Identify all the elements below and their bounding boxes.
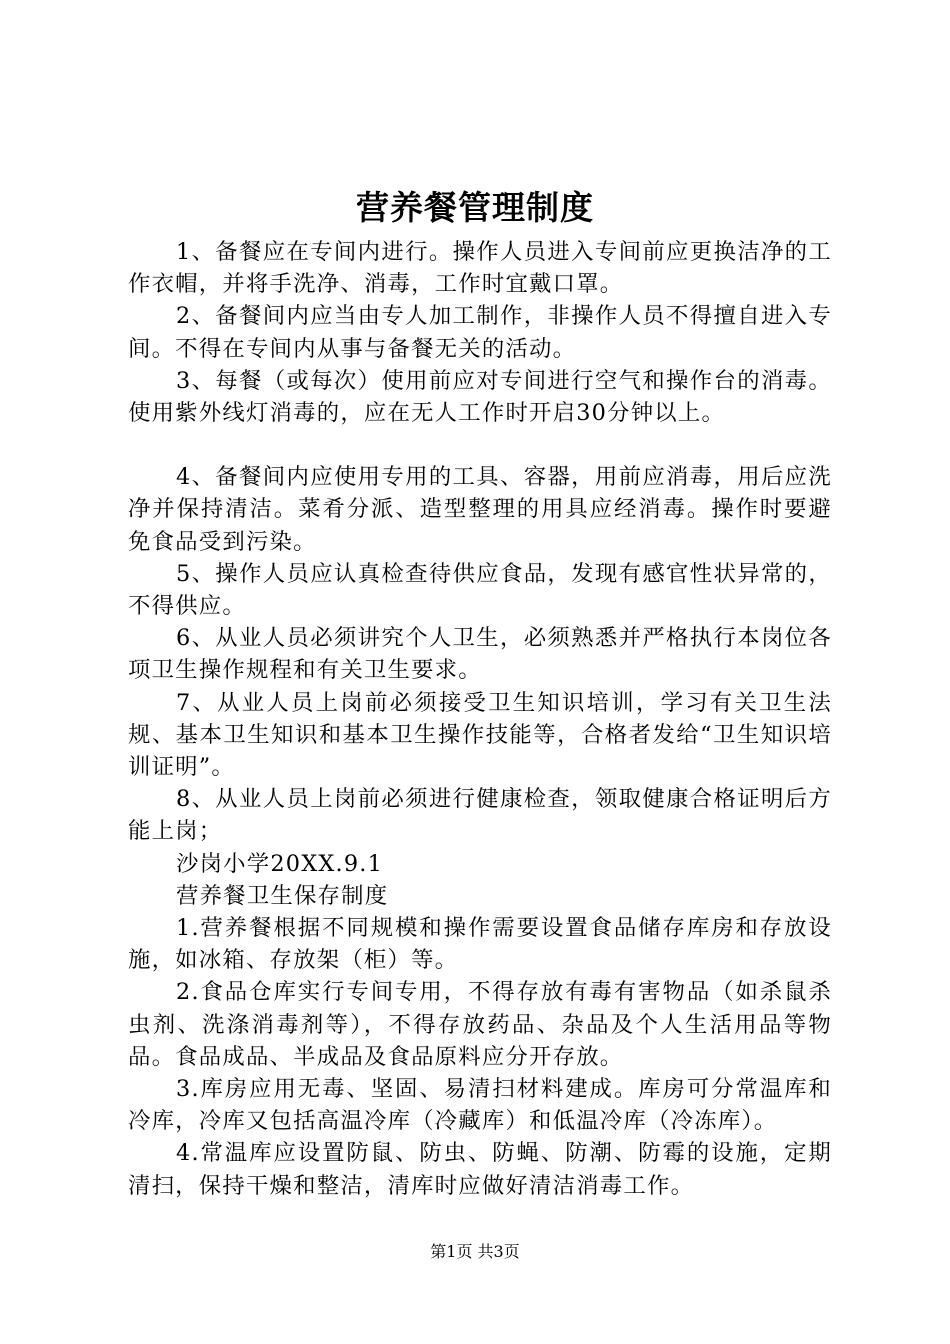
paragraph-7: 7、从业人员上岗前必须接受卫生知识培训，学习有关卫生法规、基本卫生知识和基本卫生操作技能等，合格者发给“卫生知识培训证明”。 bbox=[128, 689, 832, 781]
document-title: 营养餐管理制度 bbox=[356, 188, 594, 227]
storage-rule-3: 3.库房应用无毒、坚固、易清扫材料建成。库房可分常温库和冷库，冷库又包括高温冷库（冷藏库）和低温冷库（冷冻库）。 bbox=[128, 1076, 832, 1135]
paragraph-1: 1、备餐应在专间内进行。操作人员进入专间前应更换洁净的工作衣帽，并将手洗净、消毒，工作时宜戴口罩。 bbox=[128, 239, 832, 298]
paragraph-3: 3、每餐（或每次）使用前应对专间进行空气和操作台的消毒。使用紫外线灯消毒的，应在无人工作时开启30分钟以上。 bbox=[128, 367, 832, 427]
paragraph-6: 6、从业人员必须讲究个人卫生，必须熟悉并严格执行本岗位各项卫生操作规程和有关卫生要求。 bbox=[128, 625, 832, 684]
paragraph-5: 5、操作人员应认真检查待供应食品，发现有感官性状异常的，不得供应。 bbox=[128, 560, 832, 620]
storage-rule-1: 1.营养餐根据不同规模和操作需要设置食品储存库房和存放设施，如冰箱、存放架（柜）等。 bbox=[128, 915, 832, 974]
document-body bbox=[128, 236, 832, 1202]
storage-rule-4: 4.常温库应设置防鼠、防虫、防蝇、防潮、防霉的设施，定期清扫，保持干燥和整洁，清库时应做好清洁消毒工作。 bbox=[128, 1140, 832, 1199]
storage-rule-2: 2.食品仓库实行专间专用，不得存放有毒有害物品（如杀鼠杀虫剂、洗涤消毒剂等），不得存放药品、杂品及个人生活用品等物品。食品成品、半成品及食品原料应分开存放。 bbox=[128, 979, 832, 1070]
paragraph-4: 4、备餐间内应使用专用的工具、容器，用前应消毒，用后应洗净并保持清洁。菜肴分派、造型整理的用具应经消毒。操作时要避免食品受到污染。 bbox=[128, 464, 832, 555]
paragraph-2: 2、备餐间内应当由专人加工制作，非操作人员不得擅自进入专间。不得在专间内从事与备餐无关的活动。 bbox=[128, 303, 832, 362]
section-heading: 营养餐卫生保存制度 bbox=[176, 882, 389, 909]
paragraph-8: 8、从业人员上岗前必须进行健康检查，领取健康合格证明后方能上岗； bbox=[128, 786, 832, 845]
page-number-footer: 第1页 共3页 bbox=[430, 1242, 520, 1261]
signature-line: 沙岗小学20XX.9.1 bbox=[176, 850, 384, 877]
